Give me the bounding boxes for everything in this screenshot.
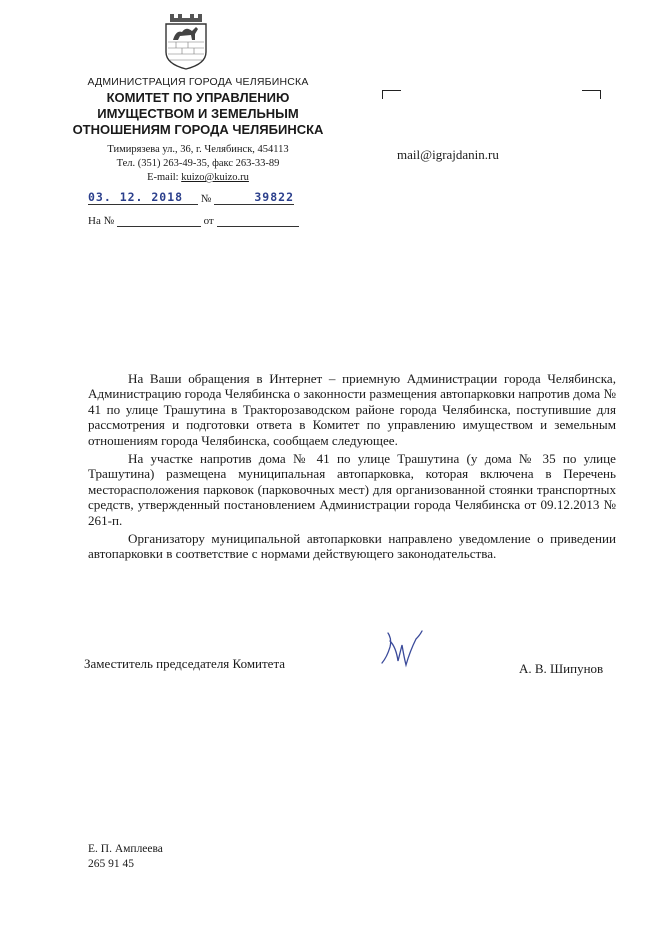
executor-phone: 265 91 45 [88, 858, 134, 870]
executor-name: Е. П. Амплеева [88, 843, 163, 855]
outgoing-number-field [214, 190, 294, 205]
outgoing-date-field [88, 190, 198, 205]
letter-body [88, 371, 616, 565]
committee-line: ИМУЩЕСТВОМ И ЗЕМЕЛЬНЫМ [97, 106, 299, 121]
signatory-name: А. В. Шипунов [519, 661, 604, 676]
reply-from-label: от [203, 215, 214, 227]
handwritten-signature [378, 627, 428, 673]
body-paragraph: Организатору муниципальной автопарковки направлено уведомление о приведении автопарковки в соответствие с нормами действующего законодательства. [88, 531, 616, 562]
city-coat-of-arms-icon [164, 12, 208, 70]
committee-phone: Тел. (351) 263-49-35, факс 263-33-89 [116, 158, 280, 169]
committee-line: ОТНОШЕНИЯМ ГОРОДА ЧЕЛЯБИНСКА [72, 122, 324, 137]
outgoing-registration [88, 190, 294, 205]
executor-info [88, 842, 163, 872]
committee-email-link[interactable]: kuizo@kuizo.ru [181, 172, 249, 183]
committee-email-row [70, 171, 326, 185]
outgoing-date-stamp: 03. 12. 2018 [88, 190, 184, 204]
address-corner-left [382, 90, 401, 99]
address-corner-right [582, 90, 601, 99]
reply-date-field [217, 214, 299, 227]
body-paragraph: На участке напротив дома № 41 по улице Трашутина (у дома № 35 по улице Трашутина) размещена муниципальная автопарковка, которая включена в Перечень месторасположения парковок (парковочных мест) для организованной стоянки транспортных средств, утвержденный постановлением Администрации города Челябинска от 09.12.2013 № 261-п. [88, 451, 616, 528]
reply-number-label: На № [88, 215, 115, 227]
committee-line: КОМИТЕТ ПО УПРАВЛЕНИЮ [106, 90, 290, 105]
reply-number-field [117, 214, 201, 227]
number-label: № [200, 193, 212, 205]
outgoing-number-stamp: 39822 [254, 190, 294, 204]
recipient-email: mail@igrajdanin.ru [397, 147, 499, 162]
administration-name: АДМИНИСТРАЦИЯ ГОРОДА ЧЕЛЯБИНСКА [87, 76, 309, 88]
committee-contacts [70, 143, 326, 185]
reply-reference [88, 214, 299, 227]
committee-address: Тимирязева ул., 36, г. Челябинск, 454113 [107, 144, 289, 155]
email-label: E-mail: [147, 172, 179, 183]
committee-name [58, 90, 338, 138]
body-paragraph: На Ваши обращения в Интернет – приемную Администрации города Челябинска, Администрацию города Челябинска о законности размещения автопарковки напротив дома № 41 по улице Трашутина в Тракторозаводском районе города Челябинска, поступившие для рассмотрения и подготовки ответа в Комитет по управлению имуществом и земельным отношениям города Челябинска, сообщаем следующее. [88, 371, 616, 448]
signatory-role: Заместитель председателя Комитета [84, 656, 286, 671]
